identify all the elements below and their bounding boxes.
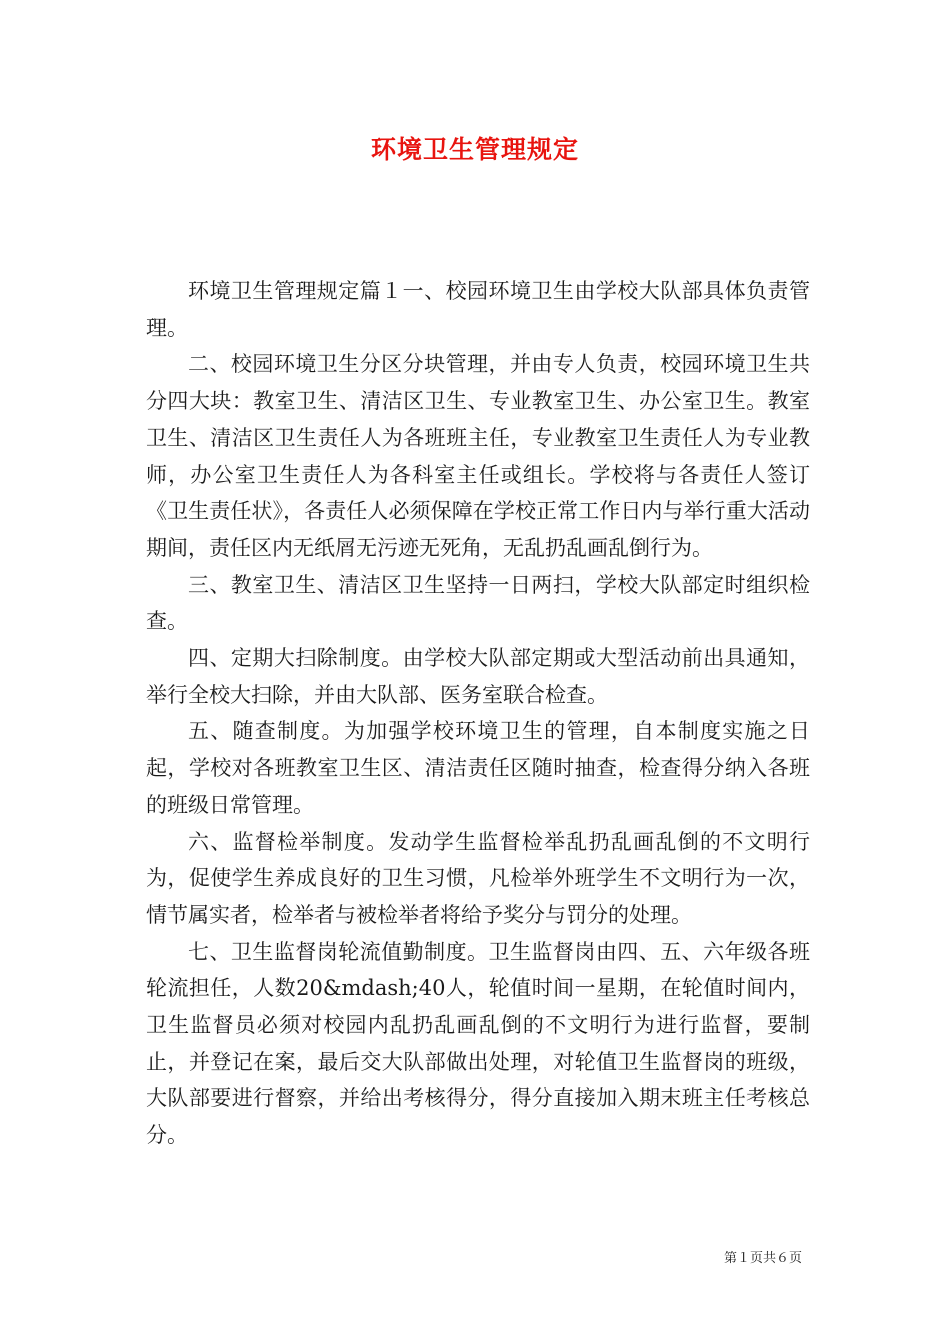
paragraph-1: 环境卫生管理规定篇１一、校园环境卫生由学校大队部具体负责管理。 bbox=[146, 279, 810, 340]
paragraph-3: 三、教室卫生、清洁区卫生坚持一日两扫，学校大队部定时组织检查。 bbox=[146, 572, 810, 634]
document-body bbox=[146, 273, 810, 1154]
paragraph-5: 五、随查制度。为加强学校环境卫生的管理，自本制度实施之日起，学校对各班教室卫生区、清洁责任区随时抽查，检查得分纳入各班的班级日常管理。 bbox=[146, 719, 810, 817]
paragraph-7: 七、卫生监督岗轮流值勤制度。卫生监督岗由四、五、六年级各班轮流担任，人数20&mdash;40人，轮值时间一星期，在轮值时间内，卫生监督员必须对校园内乱扔乱画乱倒的不文明行为进行监督，要制止，并登记在案，最后交大队部做出处理，对轮值卫生监督岗的班级，大队部要进行督察，并给出考核得分，得分直接加入期末班主任考核总分。 bbox=[146, 939, 810, 1148]
paragraph-2: 二、校园环境卫生分区分块管理，并由专人负责，校园环境卫生共分四大块：教室卫生、清洁区卫生、专业教室卫生、办公室卫生。教室卫生、清洁区卫生责任人为各班班主任，专业教室卫生责任人为专业教师，办公室卫生责任人为各科室主任或组长。学校将与各责任人签订《卫生责任状》，各责任人必须保障在学校正常工作日内与举行重大活动期间，责任区内无纸屑无污迹无死角，无乱扔乱画乱倒行为。 bbox=[146, 352, 810, 560]
paragraph-6: 六、监督检举制度。发动学生监督检举乱扔乱画乱倒的不文明行为，促使学生养成良好的卫生习惯，凡检举外班学生不文明行为一次，情节属实者，检举者与被检举者将给予奖分与罚分的处理。 bbox=[146, 829, 810, 927]
document-title: 环境卫生管理规定 bbox=[370, 135, 579, 164]
page-number: 第１页共６页 bbox=[723, 1251, 802, 1266]
paragraph-4: 四、定期大扫除制度。由学校大队部定期或大型活动前出具通知，举行全校大扫除，并由大队部、医务室联合检查。 bbox=[146, 646, 810, 707]
